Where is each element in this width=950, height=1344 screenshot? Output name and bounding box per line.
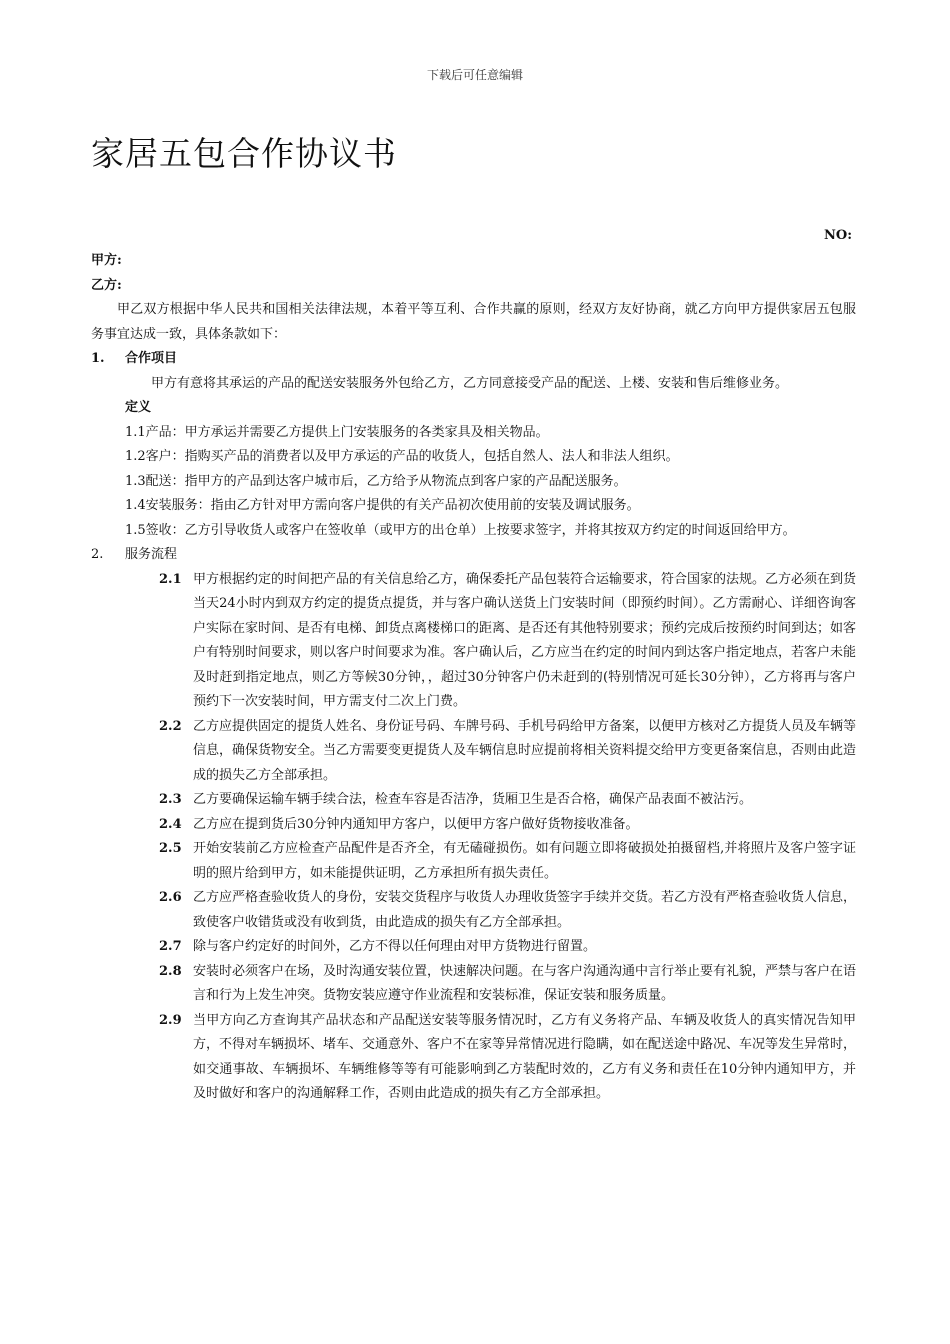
service-step-number: 2.9 [159, 1012, 182, 1028]
party-b-label: 乙方: [91, 277, 122, 293]
service-step [159, 837, 856, 886]
definition-item: 1.4安装服务：指由乙方针对甲方需向客户提供的有关产品初次使用前的安装及调试服务。 [125, 498, 640, 513]
service-step-number: 2.5 [159, 841, 182, 856]
service-step-number: 2.7 [159, 939, 182, 954]
preamble-paragraph: 甲乙双方根据中华人民共和国相关法律法规，本着平等互利、合作共赢的原则，经双方友好协商，就乙方向甲方提供家居五包服务事宜达成一致，具体条款如下： [91, 302, 856, 342]
page-header-note: 下载后可任意编辑 [426, 68, 523, 82]
service-step-number: 2.4 [159, 816, 182, 832]
definition-item: 1.5签收：乙方引导收货人或客户在签收单（或甲方的出仓单）上按要求签字，并将其按双方约定的时间返回给甲方。 [125, 522, 796, 538]
section-2-heading [91, 543, 856, 568]
service-step-text: 开始安装前乙方应检查产品配件是否齐全，有无磕碰损伤。如有问题立即将破损处拍摄留档,并将照片及客户签字证明的照片给到甲方，如未能提供证明，乙方承担所有损失责任。 [193, 841, 856, 881]
service-step [159, 813, 856, 838]
section-1-number: 1. [91, 351, 105, 366]
section-1-heading [91, 347, 856, 372]
service-step-number: 2.1 [159, 571, 182, 587]
section-2-title: 服务流程 [125, 547, 178, 562]
service-step [159, 715, 856, 789]
document-body [91, 249, 856, 1107]
service-step-number: 2.3 [159, 792, 182, 807]
section-1-title: 合作项目 [125, 351, 178, 366]
service-step-number: 2.6 [159, 890, 182, 905]
definition-item: 1.2客户：指购买产品的消费者以及甲方承运的产品的收货人，包括自然人、法人和非法人组织。 [125, 449, 679, 464]
service-step [159, 1009, 856, 1107]
document-number-label: NO: [823, 228, 852, 243]
service-step [159, 788, 856, 813]
service-step [159, 935, 856, 960]
service-step-text: 乙方应提供固定的提货人姓名、身份证号码、车牌号码、手机号码给甲方备案，以便甲方核对乙方提货人员及车辆等信息，确保货物安全。当乙方需要变更提货人及车辆信息时应提前将相关资料提交给甲方变更备案信息，否则由此造成的损失乙方全部承担。 [193, 718, 857, 783]
service-step-text: 乙方要确保运输车辆手续合法，检查车容是否洁净，货厢卫生是否合格，确保产品表面不被沾污。 [193, 792, 753, 807]
service-step [159, 960, 856, 1009]
definition-item: 1.3配送：指甲方的产品到达客户城市后，乙方给予从物流点到客户家的产品配送服务。 [125, 473, 627, 489]
section-2-number: 2. [91, 547, 104, 562]
section-1-content [125, 372, 856, 544]
service-step-text: 除与客户约定好的时间外，乙方不得以任何理由对甲方货物进行留置。 [193, 939, 597, 954]
service-step-text: 乙方应在提到货后30分钟内通知甲方客户，以便甲方客户做好货物接收准备。 [193, 816, 639, 832]
party-a-label: 甲方: [91, 253, 122, 268]
definition-title: 定义 [125, 400, 152, 415]
definition-item: 1.1产品：甲方承运并需要乙方提供上门安装服务的各类家具及相关物品。 [125, 424, 549, 440]
service-step [159, 886, 856, 935]
service-step-text: 乙方应严格查验收货人的身份，安装交货程序与收货人办理收货签字手续并交货。若乙方没有严格查验收货人信息，致使客户收错货或没有收到货，由此造成的损失有乙方全部承担。 [193, 890, 857, 930]
service-step-number: 2.8 [159, 963, 182, 979]
section-1-paragraph: 甲方有意将其承运的产品的配送安装服务外包给乙方，乙方同意接受产品的配送、上楼、安装和售后维修业务。 [151, 375, 789, 391]
document-title: 家居五包合作协议书 [91, 134, 397, 173]
service-step-text: 当甲方向乙方查询其产品状态和产品配送安装等服务情况时，乙方有义务将产品、车辆及收货人的真实情况告知甲方，不得对车辆损坏、堵车、交通意外、客户不在家等异常情况进行隐瞒，如在配送途中路况、车况等发生异常时，如交通事故、车辆损坏、车辆维修等等有可能影响到乙方装配时效的，乙方有义务和责任在10分钟内通知甲方，并及时做好和客户的沟通解释工作，否则由此造成的损失有乙方全部承担。 [193, 1012, 857, 1101]
service-step-text: 甲方根据约定的时间把产品的有关信息给乙方，确保委托产品包装符合运输要求，符合国家的法规。乙方必须在到货当天24小时内到双方约定的提货点提货，并与客户确认送货上门安装时间（即预约时间）。乙方需耐心、详细咨询客户实际在家时间、是否有电梯、卸货点离楼梯口的距离、是否还有其他特别要求；预约完成后按预约时间到达；如客户有特别时间要求，则以客户时间要求为准。客户确认后，乙方应当在约定的时间内到达客户指定地点，若客户未能及时赶到指定地点，则乙方等候30分钟，，超过30分钟客户仍未赶到的(特别情况可延长30分钟），乙方将再与客户预约下一次安装时间，甲方需支付二次上门费。 [193, 571, 857, 709]
service-step-number: 2.2 [159, 718, 182, 734]
service-step [159, 568, 856, 715]
service-step-text: 安装时必须客户在场，及时沟通安装位置，快速解决问题。在与客户沟通沟通中言行举止要有礼貌，严禁与客户在语言和行为上发生冲突。货物安装应遵守作业流程和安装标准，保证安装和服务质量。 [193, 963, 857, 1003]
